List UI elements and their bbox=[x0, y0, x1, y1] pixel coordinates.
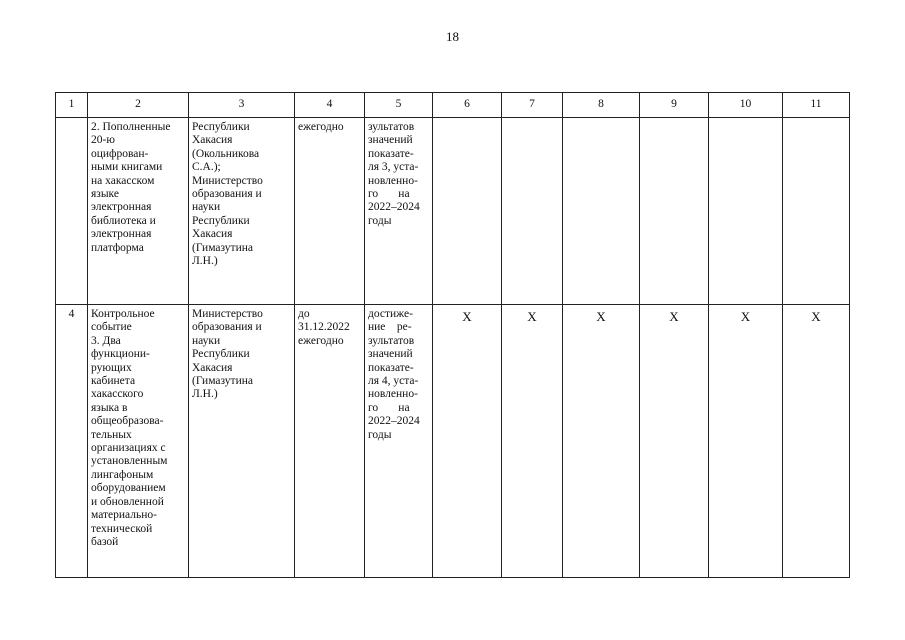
text-line: 2022–2024 bbox=[368, 201, 420, 214]
text-line: ежегодно bbox=[298, 334, 344, 347]
text-line: Л.Н.) bbox=[192, 255, 218, 268]
text-line: на хакасском bbox=[91, 174, 155, 187]
text-line: го на bbox=[368, 401, 410, 414]
event-description-text bbox=[91, 308, 185, 549]
text-line: достиже- bbox=[368, 308, 413, 320]
text-line: ля 3, уста- bbox=[368, 161, 419, 174]
text-line: базой bbox=[91, 535, 119, 548]
text-line: и обновленной bbox=[91, 495, 164, 508]
text-line: (Окольникова bbox=[192, 147, 260, 160]
deadline bbox=[295, 118, 365, 305]
deadline bbox=[295, 305, 365, 578]
text-line: рующих bbox=[91, 361, 132, 374]
header-col-10: 10 bbox=[709, 93, 783, 118]
text-line: до bbox=[298, 308, 310, 320]
responsible-executor bbox=[189, 305, 295, 578]
text-line: (Гимазутина bbox=[192, 241, 253, 254]
text-line: науки bbox=[192, 201, 221, 214]
text-line: Республики bbox=[192, 348, 250, 361]
text-line: образования и bbox=[192, 188, 262, 201]
result-description-text bbox=[368, 308, 429, 442]
text-line: годы bbox=[368, 214, 392, 227]
text-line: 2. Пополненные bbox=[91, 121, 171, 133]
header-col-7: 7 bbox=[502, 93, 563, 118]
text-line: общеобразова- bbox=[91, 415, 164, 428]
text-line: Республики bbox=[192, 121, 250, 133]
text-line: С.А.); bbox=[192, 161, 221, 174]
header-col-2: 2 bbox=[88, 93, 189, 118]
mark-col-6: Х bbox=[433, 305, 502, 578]
row-number bbox=[56, 118, 88, 305]
mark-col-7: Х bbox=[502, 305, 563, 578]
responsible-executor-text bbox=[192, 308, 291, 402]
cell-col-7 bbox=[502, 118, 563, 305]
text-line: го на bbox=[368, 188, 410, 201]
text-line: электронная bbox=[91, 228, 152, 241]
mark-col-8: Х bbox=[563, 305, 640, 578]
text-line: значений bbox=[368, 134, 413, 147]
event-description bbox=[88, 118, 189, 305]
header-col-4: 4 bbox=[295, 93, 365, 118]
row-number: 4 bbox=[56, 305, 88, 578]
text-line: Министерство bbox=[192, 308, 263, 320]
text-line: Хакасия bbox=[192, 361, 233, 374]
result-description-text bbox=[368, 121, 429, 228]
text-line: платформа bbox=[91, 241, 144, 254]
page-number: 18 bbox=[446, 29, 459, 44]
text-line: показате- bbox=[368, 361, 414, 374]
header-col-9: 9 bbox=[640, 93, 709, 118]
text-line: Хакасия bbox=[192, 228, 233, 241]
text-line: Хакасия bbox=[192, 134, 233, 147]
text-line: ежегодно bbox=[298, 121, 344, 133]
text-line: технической bbox=[91, 522, 153, 535]
text-line: хакасского bbox=[91, 388, 144, 401]
responsible-executor-text bbox=[192, 121, 291, 268]
text-line: 2022–2024 bbox=[368, 415, 420, 428]
header-col-6: 6 bbox=[433, 93, 502, 118]
text-line: организациях с bbox=[91, 442, 166, 455]
text-line: языке bbox=[91, 188, 119, 201]
text-line: событие bbox=[91, 321, 132, 334]
schedule-table bbox=[55, 92, 850, 578]
text-line: значений bbox=[368, 348, 413, 361]
header-col-1: 1 bbox=[56, 93, 88, 118]
text-line: Л.Н.) bbox=[192, 388, 218, 401]
text-line: языка в bbox=[91, 401, 128, 414]
mark-col-9: Х bbox=[640, 305, 709, 578]
text-line: 20-ю bbox=[91, 134, 115, 147]
text-line: оборудованием bbox=[91, 482, 166, 495]
text-line: зультатов bbox=[368, 334, 415, 347]
text-line: материально- bbox=[91, 509, 157, 522]
header-row bbox=[56, 93, 850, 118]
text-line: электронная bbox=[91, 201, 152, 214]
text-line: ными книгами bbox=[91, 161, 163, 174]
mark-col-10: Х bbox=[709, 305, 783, 578]
cell-col-11 bbox=[783, 118, 850, 305]
event-description-text bbox=[91, 121, 185, 255]
text-line: науки bbox=[192, 334, 221, 347]
table-row bbox=[56, 118, 850, 305]
event-description bbox=[88, 305, 189, 578]
text-line: Республики bbox=[192, 214, 250, 227]
header-col-8: 8 bbox=[563, 93, 640, 118]
header-col-5: 5 bbox=[365, 93, 433, 118]
text-line: библиотека и bbox=[91, 214, 156, 227]
text-line: лингафоным bbox=[91, 468, 154, 481]
text-line: Министерство bbox=[192, 174, 263, 187]
result-description bbox=[365, 305, 433, 578]
text-line: тельных bbox=[91, 428, 132, 441]
text-line: кабинета bbox=[91, 375, 136, 388]
text-line: установленным bbox=[91, 455, 168, 468]
cell-col-8 bbox=[563, 118, 640, 305]
deadline-text bbox=[298, 121, 361, 134]
text-line: Контрольное bbox=[91, 308, 155, 320]
cell-col-10 bbox=[709, 118, 783, 305]
text-line: новленно- bbox=[368, 388, 418, 401]
deadline-text bbox=[298, 308, 361, 348]
text-line: новленно- bbox=[368, 174, 418, 187]
text-line: 31.12.2022 bbox=[298, 321, 350, 334]
text-line: оцифрован- bbox=[91, 147, 149, 160]
result-description bbox=[365, 118, 433, 305]
header-col-11: 11 bbox=[783, 93, 850, 118]
header-col-3: 3 bbox=[189, 93, 295, 118]
mark-col-11: Х bbox=[783, 305, 850, 578]
text-line: образования и bbox=[192, 321, 262, 334]
text-line: 3. Два bbox=[91, 334, 121, 347]
text-line: зультатов bbox=[368, 121, 415, 133]
text-line: показате- bbox=[368, 147, 414, 160]
cell-col-6 bbox=[433, 118, 502, 305]
text-line: ние ре- bbox=[368, 321, 412, 334]
responsible-executor bbox=[189, 118, 295, 305]
text-line: ля 4, уста- bbox=[368, 375, 419, 388]
text-line: (Гимазутина bbox=[192, 375, 253, 388]
table-row bbox=[56, 305, 850, 578]
text-line: функциони- bbox=[91, 348, 150, 361]
cell-col-9 bbox=[640, 118, 709, 305]
text-line: годы bbox=[368, 428, 392, 441]
